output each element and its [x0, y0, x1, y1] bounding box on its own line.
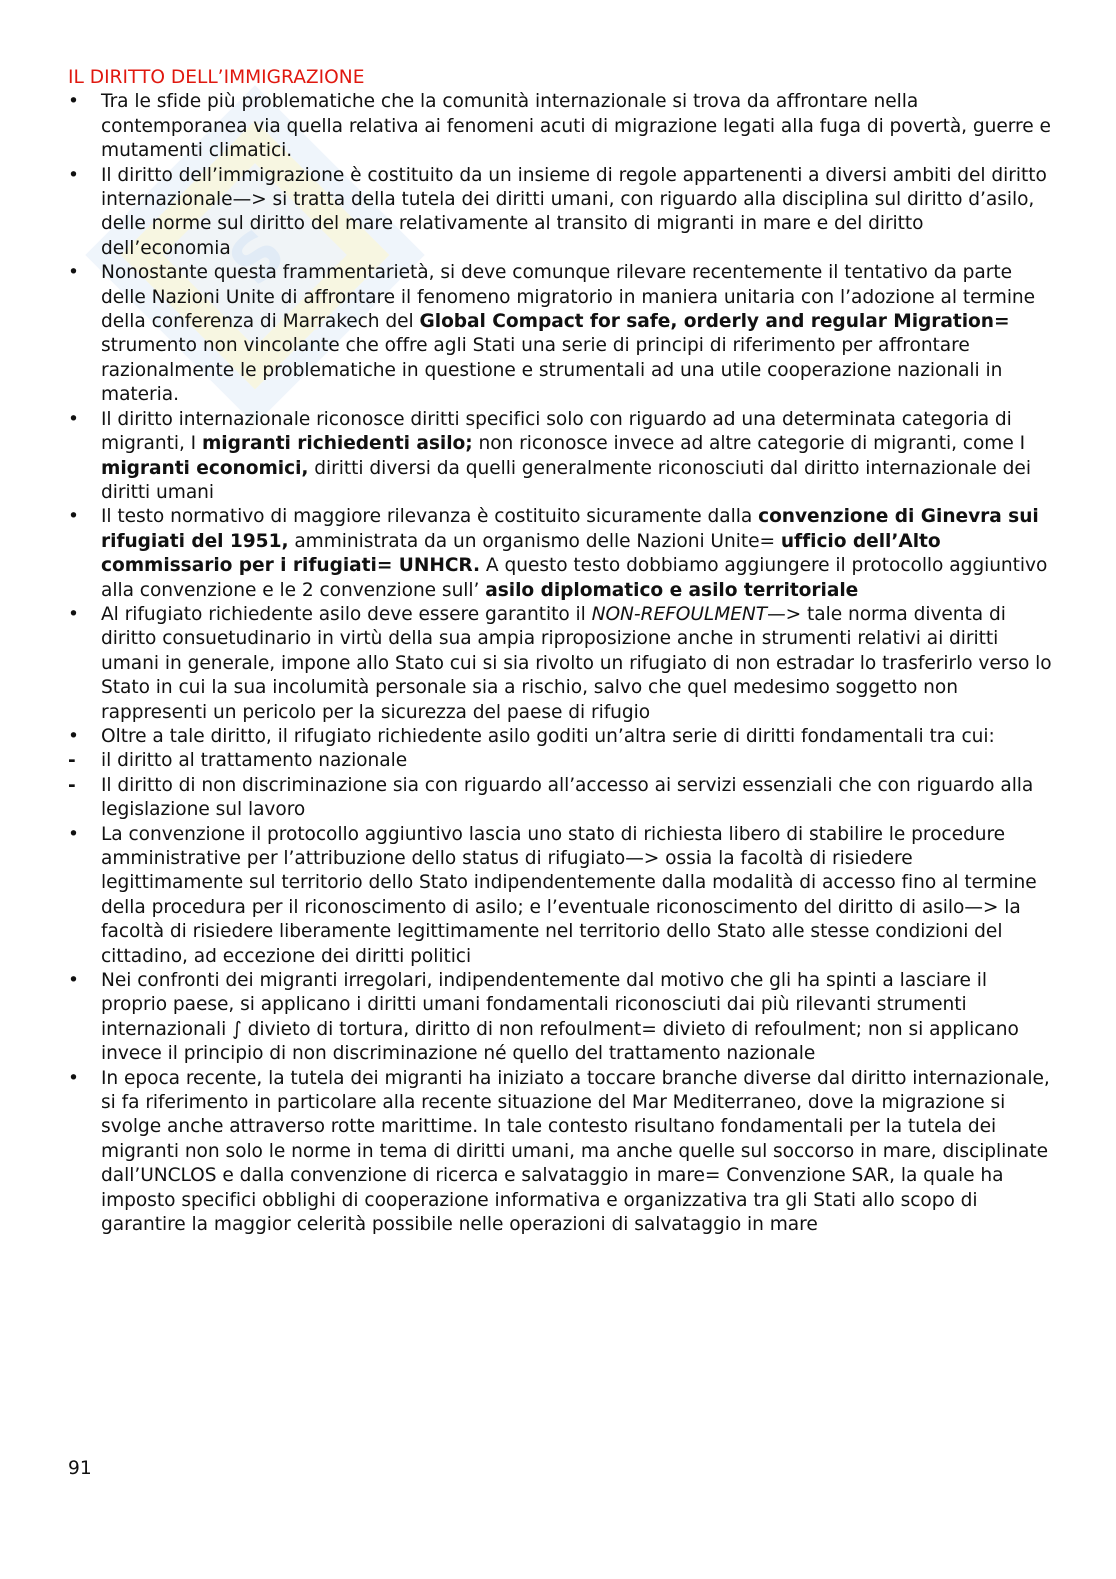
item-text: strumento non vincolante che offre agli Stati una serie di principi di riferimento per affrontare razionalmente le problematiche in questione e strumentali ad una utile cooperazione nazionali in materia. — [101, 335, 1003, 406]
bullet-marker: • — [68, 1067, 79, 1089]
item-text: amministrata da un organismo delle Nazioni Unite= — [288, 530, 781, 552]
bullet-marker: • — [68, 603, 79, 625]
document-body — [68, 66, 1053, 1238]
bullet-marker: • — [68, 408, 79, 430]
item-text-bold: asilo diplomatico e asilo territoriale — [485, 579, 859, 601]
item-text: diritti diversi da quelli generalmente riconosciuti dal diritto internazionale dei diritti umani — [101, 457, 1031, 503]
item-text: Tra le sfide più problematiche che la comunità internazionale si trova da affrontare nella contemporanea via quella relativa ai fenomeni acuti di migrazione legati alla fuga di povertà, guerre e mutamenti climatici. — [101, 91, 1051, 162]
bullet-marker: • — [68, 164, 79, 186]
dash-marker: - — [68, 774, 76, 796]
list-item-dash — [68, 774, 1053, 823]
item-text-bold: ufficio dell’Alto commissario per i rifugiati= UNHCR. — [101, 530, 941, 577]
item-text: Oltre a tale diritto, il rifugiato richiedente asilo goditi un’altra serie di diritti fondamentali tra cui: — [101, 725, 995, 747]
item-text: Il testo normativo di maggiore rilevanza è costituito sicuramente dalla — [101, 506, 759, 528]
item-text-bold: migranti economici, — [101, 457, 309, 479]
list-item-dash — [68, 749, 1053, 773]
section-title: IL DIRITTO DELL’IMMIGRAZIONE — [68, 67, 365, 88]
list-item — [68, 603, 1053, 725]
list-item — [68, 90, 1053, 163]
item-text-bold: Global Compact for safe, orderly and regular Migration= — [419, 311, 1010, 333]
item-text: Il diritto di non discriminazione sia con riguardo all’accesso ai servizi essenziali che con riguardo alla legislazione sul lavoro — [101, 774, 1034, 821]
bullet-marker: • — [68, 970, 79, 992]
list-item — [68, 823, 1053, 969]
item-text: A questo testo dobbiamo aggiungere il protocollo aggiuntivo alla convenzione e le 2 convenzione sull’ — [101, 555, 1048, 601]
page-number: 91 — [68, 1458, 92, 1479]
item-text: non riconosce invece ad altre categorie di migranti, come I — [472, 433, 1026, 455]
list-item — [68, 1067, 1053, 1238]
item-text-bold: convenzione di Ginevra sui rifugiati del 1951, — [101, 506, 1039, 552]
item-text: Al rifugiato richiedente asilo deve essere garantito il — [101, 603, 592, 625]
list-item — [68, 261, 1053, 407]
item-text: —> tale norma diventa di diritto consuetudinario in virtù della sua ampia riproposizione anche in strumenti relativi ai diritti umani in generale, impone allo Stato cui si sia rivolto un rifugiato di non estradar lo trasferirlo verso lo Stato in cui la sua incolumità personale sia a rischio, salvo che quel medesimo soggetto non rappresenti un pericolo per la sicurezza del paese di rifugio — [101, 603, 1052, 723]
item-text-bold: migranti richiedenti asilo; — [201, 433, 473, 455]
bullet-marker: • — [68, 91, 79, 113]
item-text: il diritto al trattamento nazionale — [101, 750, 408, 772]
list-item — [68, 408, 1053, 506]
item-text: Nei confronti dei migranti irregolari, indipendentemente dal motivo che gli ha spinti a lasciare il proprio paese, si applicano i diritti umani fondamentali riconosciuti dai più rilevanti strumenti internazionali ∫ divieto di tortura, diritto di non refoulment= divieto di refoulment; non si applicano invece il principio di non discriminazione né quello del trattamento nazionale — [101, 970, 1019, 1065]
svg-text:S: S — [215, 215, 301, 301]
bullet-marker: • — [68, 262, 79, 284]
list-item — [68, 505, 1053, 603]
item-text: Il diritto dell’immigrazione è costituito da un insieme di regole appartenenti a diversi ambiti del diritto internazionale—> si tratta della tutela dei diritti umani, con riguardo alla disciplina sul diritto d’asilo, delle norme sul diritto del mare relativamente al transito di migranti in mare e del diritto dell’economia — [101, 164, 1047, 259]
bullet-list — [68, 90, 1053, 1237]
item-text: Nonostante questa frammentarietà, si deve comunque rilevare recentemente il tentativo da parte delle Nazioni Unite di affrontare il fenomeno migratorio in maniera unitaria con l’adozione al termine della conferenza di Marrakech del — [101, 262, 1036, 333]
bullet-marker: • — [68, 506, 79, 528]
list-item — [68, 725, 1053, 749]
item-text: La convenzione il protocollo aggiuntivo lascia uno stato di richiesta libero di stabilire le procedure amministrative per l’attribuzione dello status di rifugiato—> ossia la facoltà di risiedere legittimamente sul territorio dello Stato indipendentemente dalla modalità di accesso fino al termine della procedura per il riconoscimento di asilo; e l’eventuale riconoscimento del diritto di asilo—> la facoltà di risiedere liberamente legittimamente nel territorio dello Stato alle stesse condizioni del cittadino, ad eccezione dei diritti politici — [101, 823, 1037, 967]
item-text: In epoca recente, la tutela dei migranti ha iniziato a toccare branche diverse dal diritto internazionale, si fa riferimento in particolare alla recente situazione del Mar Mediterraneo, dove la migrazione si svolge anche attraverso rotte marittime. In tale contesto risultano fondamentali per la tutela dei migranti non solo le norme in tema di diritti umani, ma anche quelle sul soccorso in mare, disciplinate dall’UNCLOS e dalla convenzione di ricerca e salvataggio in mare= Convenzione SAR, la quale ha imposto specifici obblighi di cooperazione informativa e organizzativa tra gli Stati allo scopo di garantire la maggior celerità possibile nelle operazioni di salvataggio in mare — [101, 1067, 1050, 1236]
item-text-italic: NON-REFOULMENT — [591, 603, 768, 625]
list-item — [68, 164, 1053, 262]
item-text: Il diritto internazionale riconosce diritti specifici solo con riguardo ad una determinata categoria di migranti, I — [101, 408, 1012, 455]
dash-marker: - — [68, 750, 76, 772]
list-item — [68, 969, 1053, 1067]
bullet-marker: • — [68, 823, 79, 845]
bullet-marker: • — [68, 725, 79, 747]
